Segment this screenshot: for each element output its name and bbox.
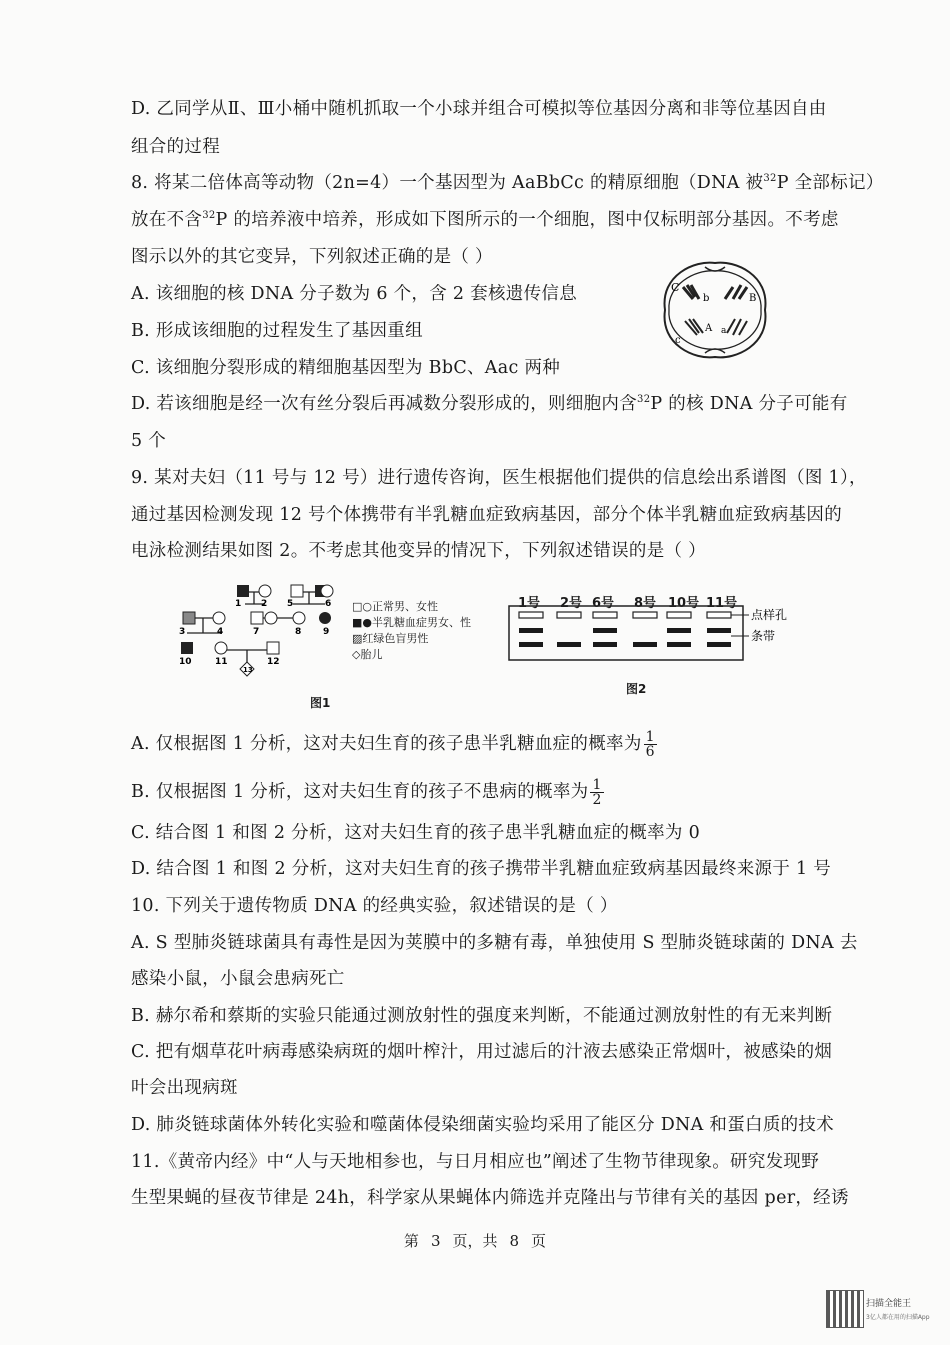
q8-stem-line1: 8. 将某二倍体高等动物（2n=4）一个基因型为 AaBbCc 的精原细胞（DNA 被$^{32}$P 全部标记） xyxy=(131,173,884,193)
gel-electrophoresis xyxy=(505,604,805,664)
band-1-lower xyxy=(519,642,543,647)
q8-option-d-line1: D. 若该细胞是经一次有丝分裂后再减数分裂形成的，则细胞内含$^{32}$P 的核 DNA 分子可能有 xyxy=(131,394,848,414)
q9-stem-line2: 通过基因检测发现 12 号个体携带有半乳糖血症致病基因，部分个体半乳糖血症致病基因的 xyxy=(131,505,842,525)
ped-num-11: 11 xyxy=(215,657,228,667)
band-10-lower xyxy=(667,642,691,647)
q8-option-b: B. 形成该细胞的过程发生了基因重组 xyxy=(131,321,423,341)
scanner-brand: 扫描全能王 xyxy=(866,1299,912,1309)
legend-galactosemia: ■●半乳糖血症男女、性 xyxy=(352,616,471,629)
q10-option-c-line2: 叶会出现病斑 xyxy=(131,1078,238,1098)
ped-num-3: 3 xyxy=(179,627,186,637)
band-6-lower xyxy=(593,642,617,647)
ped-num-6: 6 xyxy=(325,599,332,609)
page-number: 3 xyxy=(430,1232,441,1250)
q9-stem-line1: 9. 某对夫妇（11 号与 12 号）进行遗传咨询，医生根据他们提供的信息绘出系谱图（图 1）， xyxy=(131,468,867,488)
gel-label-band: 条带 xyxy=(751,629,776,643)
cell-division-diagram xyxy=(655,255,775,365)
cell-label-B: B xyxy=(749,293,757,304)
ped-num-9: 9 xyxy=(323,627,330,637)
figure2-caption: 图2 xyxy=(626,682,647,696)
gel-lane-10: 10号 xyxy=(668,596,700,611)
q9-option-a: A. 仅根据图 1 分析，这对夫妇生育的孩子患半乳糖血症的概率为 $\frac{1}{6}$ xyxy=(131,729,655,760)
band-6-upper xyxy=(593,628,617,633)
band-1-upper xyxy=(519,628,543,633)
q9-option-d: D. 结合图 1 和图 2 分析，这对夫妇生育的孩子携带半乳糖血症致病基因最终来源于 1 号 xyxy=(131,859,832,879)
q10-option-b: B. 赫尔希和蔡斯的实验只能通过测放射性的强度来判断，不能通过测放射性的有无来判断 xyxy=(131,1006,833,1026)
fraction-one-sixth: $\frac{1}{6}$ xyxy=(645,729,655,760)
ped-num-13: 13 xyxy=(243,666,253,674)
ped-num-8: 8 xyxy=(295,627,302,637)
ped-num-5: 5 xyxy=(287,599,294,609)
q9-option-b: B. 仅根据图 1 分析，这对夫妇生育的孩子不患病的概率为 $\frac{1}{2}$ xyxy=(131,777,602,808)
ped-num-10: 10 xyxy=(179,657,192,667)
legend-colorblind: ▨红绿色盲男性 xyxy=(352,632,429,645)
ped-num-7: 7 xyxy=(253,627,260,637)
gel-lane-11: 11号 xyxy=(706,596,738,611)
band-8-lower xyxy=(633,642,657,647)
page-footer: 第 3 页，共 8 页 xyxy=(403,1232,547,1250)
cell-label-a: a xyxy=(721,326,727,336)
q10-option-d: D. 肺炎链球菌体外转化实验和噬菌体侵染细菌实验均采用了能区分 DNA 和蛋白质的技术 xyxy=(131,1115,835,1135)
q11-stem-line2: 生型果蝇的昼夜节律是 24h，科学家从果蝇体内筛选并克隆出与节律有关的基因 per，经诱 xyxy=(131,1188,849,1208)
total-pages: 8 xyxy=(509,1232,520,1250)
cell-label-c: c xyxy=(675,335,681,346)
cell-label-C: C xyxy=(671,281,680,294)
ped-num-4: 4 xyxy=(217,627,224,637)
cell-label-A: A xyxy=(705,323,713,334)
gel-lane-1: 1号 xyxy=(518,596,541,611)
gel-lane-2: 2号 xyxy=(560,596,583,611)
band-11-lower xyxy=(707,642,731,647)
q10-option-c-line1: C. 把有烟草花叶病毒感染病斑的烟叶榨汁，用过滤后的汁液去感染正常烟叶，被感染的烟 xyxy=(131,1042,833,1062)
ped-num-1: 1 xyxy=(235,599,242,609)
legend-fetus: ◇胎儿 xyxy=(352,648,383,661)
q8-option-c: C. 该细胞分裂形成的精细胞基因型为 BbC、Aac 两种 xyxy=(131,358,561,378)
q8-stem-line3: 图示以外的其它变异，下列叙述正确的是（ ） xyxy=(131,247,493,267)
q7-option-d-line1: D. 乙同学从Ⅱ、Ⅲ小桶中随机抓取一个小球并组合可模拟等位基因分离和非等位基因自由 xyxy=(131,99,827,119)
q8-option-a: A. 该细胞的核 DNA 分子数为 6 个，含 2 套核遗传信息 xyxy=(131,284,577,304)
scanner-brand-sub: 3亿人都在用的扫描App xyxy=(866,1314,930,1321)
q11-stem-line1: 11.《黄帝内经》中“人与天地相参也，与日月相应也”阐述了生物节律现象。研究发现野 xyxy=(131,1152,820,1172)
band-10-upper xyxy=(667,628,691,633)
cell-label-b: b xyxy=(703,293,710,304)
q10-option-a-line1: A. S 型肺炎链球菌具有毒性是因为荚膜中的多糖有毒，单独使用 S 型肺炎链球菌的 DNA 去 xyxy=(131,933,858,953)
qr-code-icon xyxy=(826,1290,864,1328)
q9-stem-line3: 电泳检测结果如图 2。不考虑其他变异的情况下，下列叙述错误的是（ ） xyxy=(131,541,706,561)
q8-stem-line2: 放在不含$^{32}$P 的培养液中培养，形成如下图所示的一个细胞，图中仅标明部分基因。不考虑 xyxy=(131,210,839,230)
q8-option-d-line2: 5 个 xyxy=(131,431,167,451)
ped-num-2: 2 xyxy=(261,599,268,609)
band-11-upper xyxy=(707,628,731,633)
gel-lane-6: 6号 xyxy=(592,596,615,611)
ped-num-12: 12 xyxy=(267,657,280,667)
fraction-one-half: $\frac{1}{2}$ xyxy=(592,777,602,808)
figure1-caption: 图1 xyxy=(310,696,331,710)
pedigree-chart xyxy=(175,578,355,683)
q7-option-d-line2: 组合的过程 xyxy=(131,137,220,157)
gel-lane-8: 8号 xyxy=(634,596,657,611)
band-2-lower xyxy=(557,642,581,647)
q9-option-c: C. 结合图 1 和图 2 分析，这对夫妇生育的孩子患半乳糖血症的概率为 0 xyxy=(131,823,701,843)
q10-option-a-line2: 感染小鼠，小鼠会患病死亡 xyxy=(131,969,345,989)
gel-label-well: 点样孔 xyxy=(751,608,788,622)
legend-normal: □○正常男、女性 xyxy=(352,600,438,613)
q10-stem: 10. 下列关于遗传物质 DNA 的经典实验，叙述错误的是（ ） xyxy=(131,896,618,916)
pedigree-individual-1 xyxy=(237,585,249,597)
